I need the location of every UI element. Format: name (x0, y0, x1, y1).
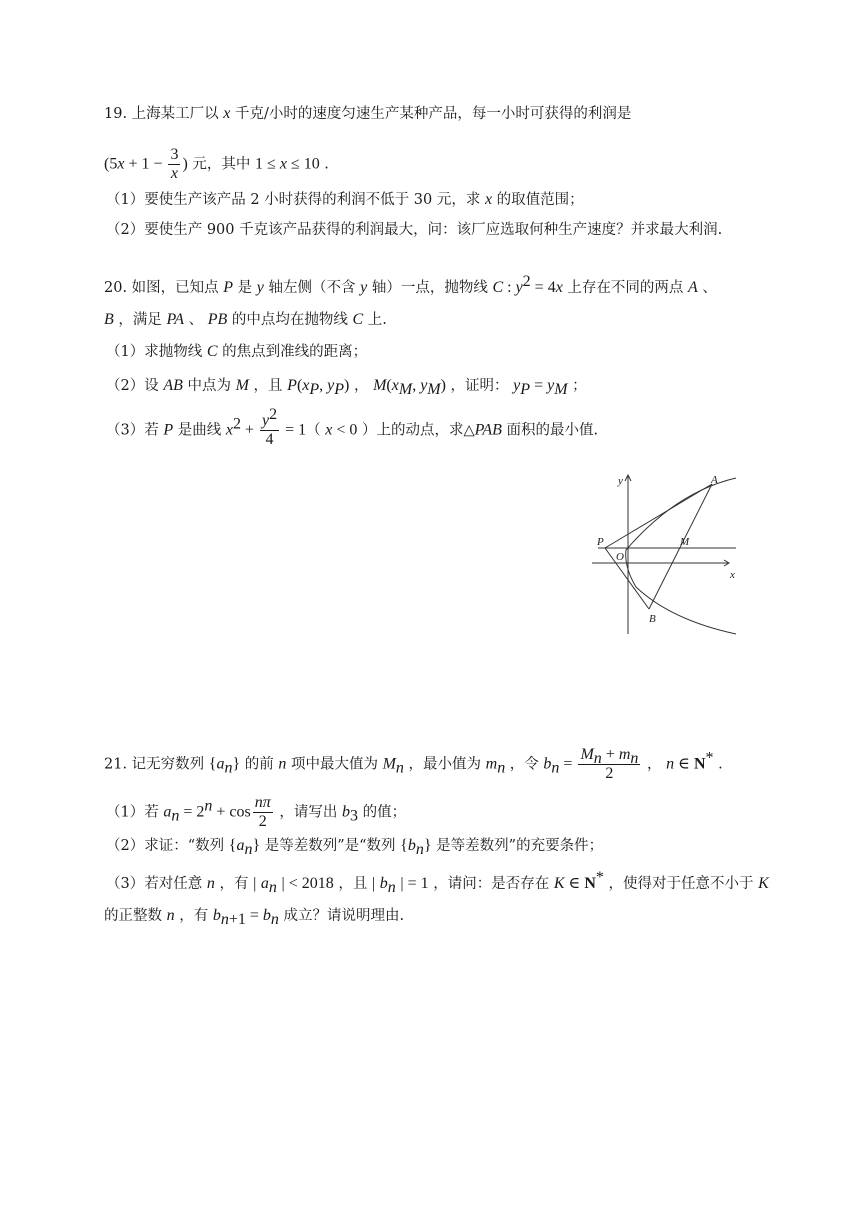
q21-part2: （2）求证：“数列 $\{a_n\}$ 是等差数列”是“数列 $\{b_n\}$ 是等差数列”的充要条件； (106, 837, 604, 858)
q20-number: 20. (104, 280, 128, 296)
q21-part1: （1）若 $a_n = 2^n + \cos$ $\frac{n\pi}{2}$ ，请写出 $b_3$ 的值； (106, 794, 407, 830)
label-a: A (711, 474, 718, 486)
q20-intro-cont: B ，满足 PA 、 PB 的中点均在抛物线 C 上. (104, 311, 387, 328)
label-x: x (730, 569, 735, 581)
label-y: y (618, 475, 623, 487)
parabola-curve (626, 478, 736, 634)
label-o: O (616, 551, 624, 563)
q21-intro: 21. 记无穷数列 $\{a_n\}$ 的前 n 项中最大值为 $M_n$ ，最小值为 $m_n$ ，令 $b_n$ = $\frac{M_n + m_n}{2}$ ， n ∈ N* . (104, 746, 723, 782)
q21-part3-cont: 的正整数 n ，有 $b_{n+1} = b_n$ 成立？请说明理由. (104, 907, 405, 928)
label-m: M (680, 536, 690, 548)
q21-part3: （3）若对任意 n ，有 | $a_n$ | < 2018 ，且 | $b_n$ | = 1 ，请问：是否存在 K ∈ N* ，使得对于任意不小于 K (106, 869, 769, 896)
parabola-figure (586, 472, 742, 638)
q19-intro: 19. 上海某工厂以 x 千克/小时的速度匀速生产某种产品，每一小时可获得的利润是 (104, 105, 632, 122)
segment-pb (605, 548, 649, 609)
q20-part2: （2）设 AB 中点为 M ，且 $P(x_P$, $y_P$) ， $M(x_M$, $y_M$) ，证明： $y_P = y_M$ ； (106, 377, 587, 398)
q20-intro: 20. 如图，已知点 P 是 y 轴左侧（不含 y 轴）一点，抛物线 C : $y^2 = 4x$ 上存在不同的两点 A 、 (104, 273, 717, 296)
q19-part2: （2）要使生产 900 千克该产品获得的利润最大，问：该厂应选取何种生产速度？并求最大利润. (106, 222, 723, 238)
label-b: B (649, 613, 656, 625)
q19-number: 19. (104, 106, 128, 122)
q20-part3: （3）若 P 是曲线 $x^2$ + $\frac{y^2}{4}$ = 1（ x < 0 ）上的动点，求△PAB 面积的最小值. (106, 406, 599, 448)
label-p: P (597, 536, 604, 548)
q20-part1: （1）求抛物线 C 的焦点到准线的距离； (106, 343, 368, 360)
q19-part1: （1）要使生产该产品 2 小时获得的利润不低于 30 元，求 x 的取值范围； (106, 191, 584, 208)
q19-profit-expression: (5x + 1 − $\frac{3}{x}$ ) 元，其中 1 ≤ x ≤ 10 . (104, 146, 329, 182)
q21-number: 21. (104, 756, 128, 773)
